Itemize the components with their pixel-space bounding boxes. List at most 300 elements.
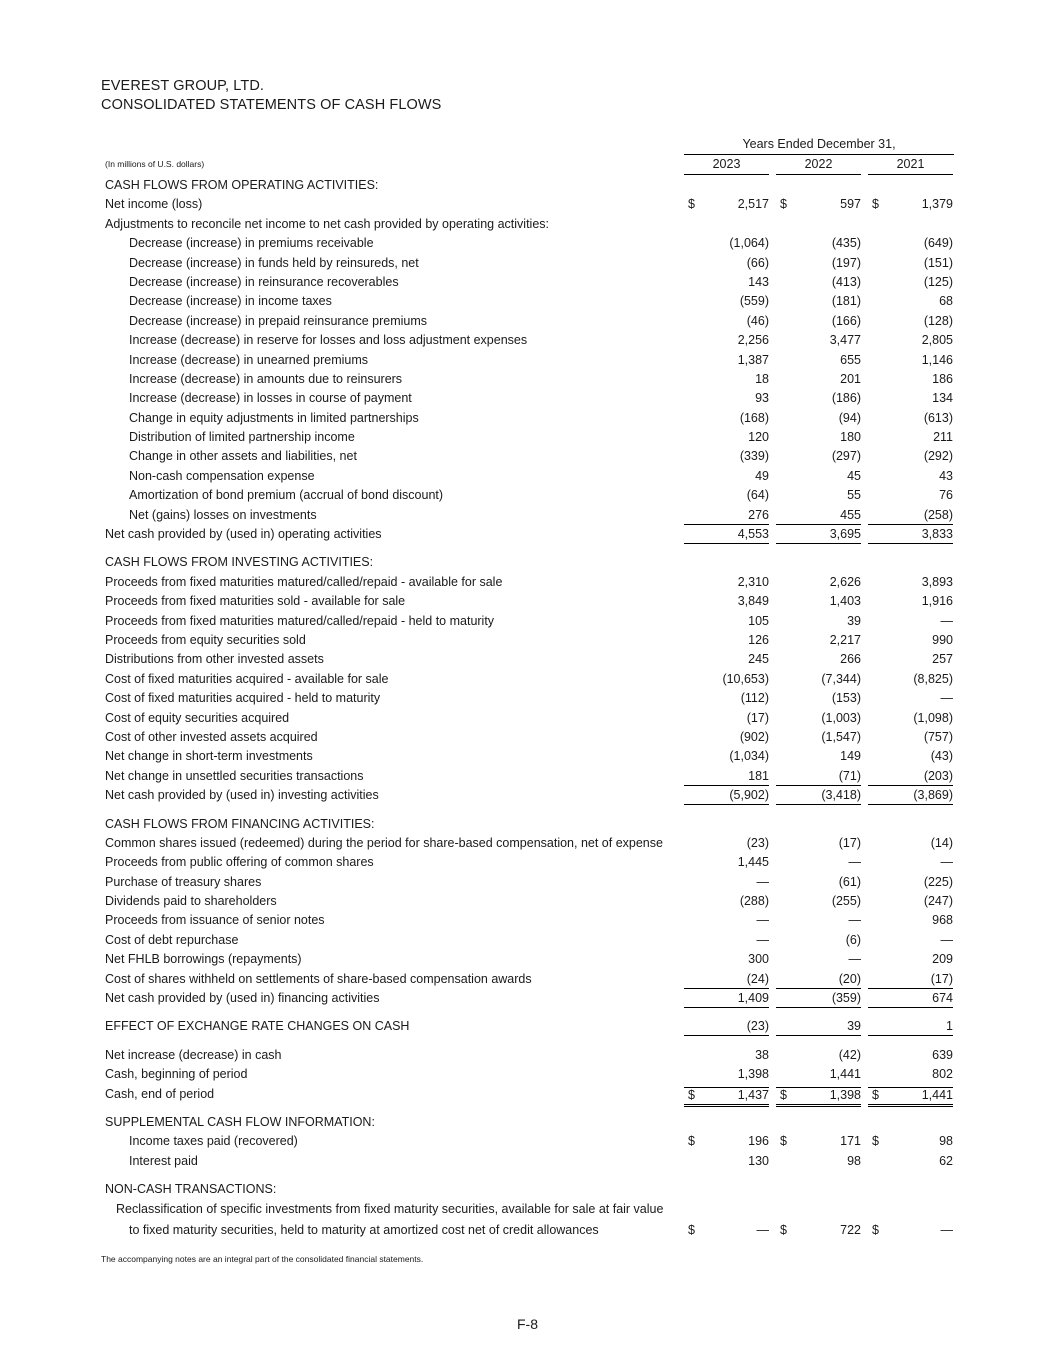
cell-value: (71)	[838, 768, 861, 783]
cell-value: (292)	[923, 449, 953, 464]
row-label: Proceeds from fixed maturities matured/called/repaid - available for sale	[105, 574, 503, 589]
table-row	[0, 195, 1055, 214]
value-cell-2022	[776, 256, 861, 272]
table-row	[0, 1046, 1055, 1065]
cell-value: 1,409	[737, 991, 769, 1006]
cell-value: 120	[748, 430, 769, 445]
cell-value: (1,064)	[729, 236, 769, 251]
cell-value: 802	[932, 1067, 953, 1082]
value-cell-2022	[776, 730, 861, 746]
cell-value: 655	[840, 352, 861, 367]
value-cell-2021	[868, 672, 953, 688]
table-row	[0, 1085, 1055, 1104]
table-row	[0, 786, 1055, 805]
cell-value: (339)	[739, 449, 769, 464]
cell-value: (1,098)	[913, 710, 953, 725]
table-row	[0, 631, 1055, 650]
table-row	[0, 1221, 1055, 1240]
table-row	[0, 273, 1055, 292]
year-header-2022: 2022	[776, 157, 861, 171]
value-cell-2023	[684, 855, 769, 871]
value-cell-2021	[868, 933, 953, 949]
value-cell-2021	[868, 333, 953, 349]
value-cell-2023	[684, 691, 769, 707]
value-cell-2023	[684, 508, 769, 525]
cell-value: —	[848, 952, 861, 967]
cell-value: 968	[932, 913, 953, 928]
cell-value: 76	[939, 488, 953, 503]
value-cell-2021	[868, 469, 953, 485]
row-label: Change in other assets and liabilities, net	[129, 449, 357, 464]
value-cell-2022	[776, 1134, 861, 1150]
cell-value: 245	[748, 652, 769, 667]
value-cell-2023	[684, 913, 769, 929]
table-row	[0, 970, 1055, 989]
value-cell-2021	[868, 575, 953, 591]
value-cell-2023	[684, 972, 769, 989]
cell-value: 105	[748, 613, 769, 628]
cell-value: 98	[847, 1153, 861, 1168]
value-cell-2023	[684, 836, 769, 852]
value-cell-2021	[868, 256, 953, 272]
value-cell-2022	[776, 769, 861, 786]
cell-value: 674	[932, 991, 953, 1006]
cell-value: 3,893	[921, 574, 953, 589]
cell-value: 1,441	[829, 1067, 861, 1082]
table-row	[0, 709, 1055, 728]
cell-value: (17)	[930, 971, 953, 986]
row-label: SUPPLEMENTAL CASH FLOW INFORMATION:	[105, 1114, 375, 1129]
units-note: (In millions of U.S. dollars)	[105, 159, 205, 169]
value-cell-2021	[868, 508, 953, 525]
cell-value: 722	[840, 1222, 861, 1237]
cell-value: 1,379	[921, 197, 953, 212]
value-cell-2021	[868, 730, 953, 746]
cell-value: 211	[933, 430, 953, 445]
cell-value: —	[848, 913, 861, 928]
value-cell-2023	[684, 575, 769, 591]
value-cell-2021	[868, 855, 953, 871]
value-cell-2021	[868, 353, 953, 369]
cell-value: 300	[748, 952, 769, 967]
cell-value: 45	[847, 468, 861, 483]
table-row	[0, 650, 1055, 669]
row-label: Change in equity adjustments in limited partnerships	[129, 410, 419, 425]
value-cell-2022	[776, 972, 861, 989]
cell-value: 1,146	[921, 352, 953, 367]
row-label: Decrease (increase) in funds held by reinsureds, net	[129, 255, 419, 270]
cell-value: (6)	[845, 932, 861, 947]
cell-value: 3,849	[737, 594, 769, 609]
table-row	[0, 853, 1055, 872]
cell-value: 1,398	[829, 1087, 861, 1102]
cell-value: (8,825)	[913, 671, 953, 686]
cell-value: (1,034)	[729, 749, 769, 764]
dollar-sign: $	[872, 1222, 879, 1237]
section-heading	[0, 1200, 1055, 1219]
dollar-sign: $	[780, 1134, 787, 1149]
table-row	[0, 728, 1055, 747]
value-cell-2022	[776, 527, 861, 544]
value-cell-2023	[684, 672, 769, 688]
cell-value: (20)	[838, 971, 861, 986]
table-row	[0, 467, 1055, 486]
cell-value: 55	[847, 488, 861, 503]
row-label: Increase (decrease) in amounts due to reinsurers	[129, 371, 403, 386]
table-row	[0, 573, 1055, 592]
value-cell-2021	[868, 1048, 953, 1064]
value-cell-2021	[868, 972, 953, 989]
row-label: Decrease (increase) in prepaid reinsurance premiums	[129, 313, 428, 328]
value-cell-2022	[776, 952, 861, 968]
dollar-sign: $	[688, 197, 695, 212]
cell-value: 18	[755, 371, 769, 386]
cell-value: 181	[748, 768, 769, 783]
row-label: Net change in short-term investments	[105, 749, 313, 764]
value-cell-2023	[684, 633, 769, 649]
value-cell-2021	[868, 236, 953, 252]
value-cell-2023	[684, 711, 769, 727]
cell-value: 196	[748, 1134, 769, 1149]
cell-value: (128)	[923, 313, 953, 328]
table-row	[0, 989, 1055, 1008]
row-label: Decrease (increase) in reinsurance recoverables	[129, 274, 399, 289]
row-label: CASH FLOWS FROM INVESTING ACTIVITIES:	[105, 555, 374, 570]
value-cell-2023	[684, 1154, 769, 1170]
value-cell-2021	[868, 652, 953, 668]
value-cell-2022	[776, 197, 861, 213]
value-cell-2022	[776, 275, 861, 291]
value-cell-2021	[868, 952, 953, 968]
table-row	[0, 312, 1055, 331]
table-row	[0, 428, 1055, 447]
cell-value: (649)	[923, 236, 953, 251]
value-cell-2021	[868, 411, 953, 427]
cell-value: 43	[939, 468, 953, 483]
cell-value: 2,256	[737, 333, 769, 348]
cell-value: (94)	[838, 410, 861, 425]
value-cell-2021	[868, 391, 953, 407]
cell-value: (42)	[838, 1047, 861, 1062]
cell-value: (10,653)	[722, 671, 769, 686]
row-label: Adjustments to reconcile net income to net cash provided by operating activities:	[105, 216, 549, 231]
value-cell-2023	[684, 391, 769, 407]
row-label: Common shares issued (redeemed) during the period for share-based compensation, net of expense	[105, 835, 663, 850]
cell-value: (166)	[831, 313, 861, 328]
value-cell-2023	[684, 894, 769, 910]
table-row	[0, 612, 1055, 631]
value-cell-2021	[868, 1154, 953, 1170]
row-label: Amortization of bond premium (accrual of bond discount)	[129, 488, 444, 503]
value-cell-2022	[776, 933, 861, 949]
value-cell-2022	[776, 652, 861, 668]
row-label: Purchase of treasury shares	[105, 874, 262, 889]
value-cell-2023	[684, 952, 769, 968]
cash-flow-table	[0, 176, 1055, 1240]
row-label: EFFECT OF EXCHANGE RATE CHANGES ON CASH	[105, 1019, 410, 1034]
table-row	[0, 370, 1055, 389]
dollar-sign: $	[780, 197, 787, 212]
cell-value: (413)	[831, 274, 861, 289]
value-cell-2023	[684, 991, 769, 1008]
value-cell-2023	[684, 197, 769, 213]
table-row	[0, 234, 1055, 253]
page-number: F-8	[517, 1316, 538, 1332]
cell-value: —	[940, 613, 953, 628]
cell-value: 149	[840, 749, 861, 764]
cell-value: (3,418)	[821, 788, 861, 803]
cell-value: 49	[755, 468, 769, 483]
cell-value: 1,387	[737, 352, 769, 367]
row-label: Increase (decrease) in unearned premiums	[129, 352, 369, 367]
cell-value: (3,869)	[913, 788, 953, 803]
row-label: Cash, beginning of period	[105, 1067, 248, 1082]
value-cell-2022	[776, 372, 861, 388]
cell-value: 4,553	[737, 527, 769, 542]
value-cell-2022	[776, 991, 861, 1008]
value-cell-2023	[684, 411, 769, 427]
value-cell-2021	[868, 691, 953, 707]
cell-value: 2,626	[829, 574, 861, 589]
value-cell-2021	[868, 594, 953, 610]
value-cell-2021	[868, 875, 953, 891]
row-label: Net change in unsettled securities transactions	[105, 768, 364, 783]
cell-value: 62	[939, 1153, 953, 1168]
cell-value: (168)	[739, 410, 769, 425]
value-cell-2023	[684, 730, 769, 746]
section-heading	[0, 815, 1055, 834]
table-row	[0, 351, 1055, 370]
cell-value: 1,437	[737, 1087, 769, 1102]
row-label: Net increase (decrease) in cash	[105, 1047, 282, 1062]
cell-value: (5,902)	[729, 788, 769, 803]
value-cell-2023	[684, 1087, 769, 1107]
value-cell-2021	[868, 197, 953, 213]
value-cell-2023	[684, 1067, 769, 1083]
cell-value: 68	[939, 294, 953, 309]
table-row	[0, 1132, 1055, 1151]
row-label: Cost of other invested assets acquired	[105, 729, 318, 744]
row-label: Reclassification of specific investments from fixed maturity securities, available for sale at fair value	[116, 1201, 664, 1216]
cell-value: (43)	[930, 749, 953, 764]
cell-value: —	[940, 855, 953, 870]
value-cell-2022	[776, 430, 861, 446]
table-row	[0, 747, 1055, 766]
section-heading	[0, 553, 1055, 572]
value-cell-2023	[684, 1223, 769, 1239]
value-cell-2021	[868, 913, 953, 929]
value-cell-2022	[776, 294, 861, 310]
value-cell-2023	[684, 788, 769, 805]
value-cell-2021	[868, 314, 953, 330]
cell-value: —	[940, 932, 953, 947]
row-label: Increase (decrease) in losses in course of payment	[129, 391, 412, 406]
row-label: Cost of equity securities acquired	[105, 710, 290, 725]
value-cell-2021	[868, 449, 953, 465]
value-cell-2023	[684, 314, 769, 330]
value-cell-2023	[684, 256, 769, 272]
value-cell-2023	[684, 488, 769, 504]
cell-value: 1,403	[829, 594, 861, 609]
cell-value: (258)	[923, 507, 953, 522]
column-group-header	[684, 137, 954, 151]
section-heading	[0, 1180, 1055, 1199]
dollar-sign: $	[780, 1087, 787, 1102]
table-row	[0, 592, 1055, 611]
cell-value: (61)	[838, 874, 861, 889]
table-row	[0, 331, 1055, 350]
cell-value: (17)	[746, 710, 769, 725]
cell-value: (288)	[739, 894, 769, 909]
value-cell-2022	[776, 855, 861, 871]
cell-value: —	[848, 855, 861, 870]
row-label: Net (gains) losses on investments	[129, 507, 317, 522]
row-label: Proceeds from fixed maturities matured/called/repaid - held to maturity	[105, 613, 495, 628]
table-row	[0, 834, 1055, 853]
value-cell-2021	[868, 614, 953, 630]
value-cell-2021	[868, 1223, 953, 1239]
row-label: Distributions from other invested assets	[105, 652, 324, 667]
value-cell-2022	[776, 875, 861, 891]
value-cell-2022	[776, 469, 861, 485]
row-label: Decrease (increase) in premiums receivable	[129, 236, 374, 251]
table-row	[0, 525, 1055, 544]
cell-value: (1,003)	[821, 710, 861, 725]
cell-value: 2,310	[737, 574, 769, 589]
cell-value: 3,695	[829, 527, 861, 542]
row-label: Cost of debt repurchase	[105, 932, 239, 947]
table-row	[0, 292, 1055, 311]
cell-value: 455	[840, 507, 861, 522]
value-cell-2022	[776, 1067, 861, 1083]
footnote: The accompanying notes are an integral part of the consolidated financial statements.	[101, 1254, 424, 1264]
cell-value: 98	[939, 1134, 953, 1149]
cell-value: (255)	[831, 894, 861, 909]
cell-value: 201	[840, 371, 861, 386]
cell-value: 1,398	[737, 1067, 769, 1082]
company-name: EVEREST GROUP, LTD.	[101, 78, 265, 94]
value-cell-2021	[868, 633, 953, 649]
cell-value: 990	[932, 632, 953, 647]
section-heading	[0, 1113, 1055, 1132]
dollar-sign: $	[872, 1134, 879, 1149]
value-cell-2022	[776, 449, 861, 465]
value-cell-2023	[684, 933, 769, 949]
cell-value: (757)	[923, 729, 953, 744]
cell-value: 1,445	[737, 855, 769, 870]
value-cell-2023	[684, 527, 769, 544]
table-row	[0, 254, 1055, 273]
row-label: CASH FLOWS FROM OPERATING ACTIVITIES:	[105, 178, 379, 192]
cell-value: (151)	[923, 255, 953, 270]
table-row	[0, 670, 1055, 689]
value-cell-2021	[868, 275, 953, 291]
value-cell-2022	[776, 508, 861, 525]
cell-value: 180	[840, 430, 861, 445]
value-cell-2023	[684, 449, 769, 465]
row-label: Proceeds from equity securities sold	[105, 632, 306, 647]
row-label: Dividends paid to shareholders	[105, 894, 277, 909]
value-cell-2021	[868, 488, 953, 504]
value-cell-2021	[868, 372, 953, 388]
cell-value: (435)	[831, 236, 861, 251]
cell-value: 2,805	[921, 333, 953, 348]
cell-value: (186)	[831, 391, 861, 406]
value-cell-2022	[776, 614, 861, 630]
cell-value: 2,517	[737, 197, 769, 212]
row-label: Net cash provided by (used in) investing activities	[105, 788, 379, 803]
cell-value: 1,916	[921, 594, 953, 609]
dollar-sign: $	[872, 197, 879, 212]
value-cell-2023	[684, 1048, 769, 1064]
section-heading	[0, 176, 1055, 195]
value-cell-2023	[684, 430, 769, 446]
value-cell-2021	[868, 769, 953, 786]
value-cell-2022	[776, 353, 861, 369]
value-cell-2023	[684, 1134, 769, 1150]
row-label: Proceeds from issuance of senior notes	[105, 913, 325, 928]
table-row	[0, 389, 1055, 408]
value-cell-2023	[684, 749, 769, 765]
value-cell-2022	[776, 1087, 861, 1107]
cell-value: (24)	[746, 971, 769, 986]
cell-value: (297)	[831, 449, 861, 464]
value-cell-2021	[868, 430, 953, 446]
value-cell-2022	[776, 788, 861, 805]
statement-title: CONSOLIDATED STATEMENTS OF CASH FLOWS	[101, 97, 442, 113]
row-label: Proceeds from public offering of common shares	[105, 855, 374, 870]
cell-value: —	[756, 913, 769, 928]
value-cell-2023	[684, 372, 769, 388]
cell-value: 209	[932, 952, 953, 967]
table-row	[0, 1065, 1055, 1084]
value-cell-2021	[868, 294, 953, 310]
cell-value: 171	[840, 1134, 861, 1149]
value-cell-2022	[776, 894, 861, 910]
section-heading	[0, 215, 1055, 234]
value-cell-2022	[776, 913, 861, 929]
cell-value: (64)	[746, 488, 769, 503]
table-row	[0, 506, 1055, 525]
value-cell-2023	[684, 652, 769, 668]
cell-value: 639	[932, 1047, 953, 1062]
value-cell-2022	[776, 333, 861, 349]
value-cell-2021	[868, 1087, 953, 1107]
cell-value: 39	[847, 613, 861, 628]
row-label: Non-cash compensation expense	[129, 468, 315, 483]
cell-value: —	[940, 691, 953, 706]
row-label: NON-CASH TRANSACTIONS:	[105, 1182, 277, 1197]
row-label: Cash, end of period	[105, 1086, 215, 1101]
value-cell-2022	[776, 488, 861, 504]
cell-value: (197)	[831, 255, 861, 270]
cell-value: 1	[946, 1019, 953, 1034]
table-row	[0, 892, 1055, 911]
cell-value: (225)	[923, 874, 953, 889]
cell-value: 276	[748, 507, 769, 522]
cell-value: 597	[840, 197, 861, 212]
value-cell-2021	[868, 991, 953, 1008]
row-label: Interest paid	[129, 1153, 198, 1168]
cell-value: 257	[932, 652, 953, 667]
cell-value: 1,441	[921, 1087, 953, 1102]
value-cell-2022	[776, 711, 861, 727]
value-cell-2023	[684, 353, 769, 369]
cell-value: 130	[748, 1153, 769, 1168]
value-cell-2023	[684, 275, 769, 291]
row-label: Decrease (increase) in income taxes	[129, 294, 332, 309]
value-cell-2022	[776, 672, 861, 688]
